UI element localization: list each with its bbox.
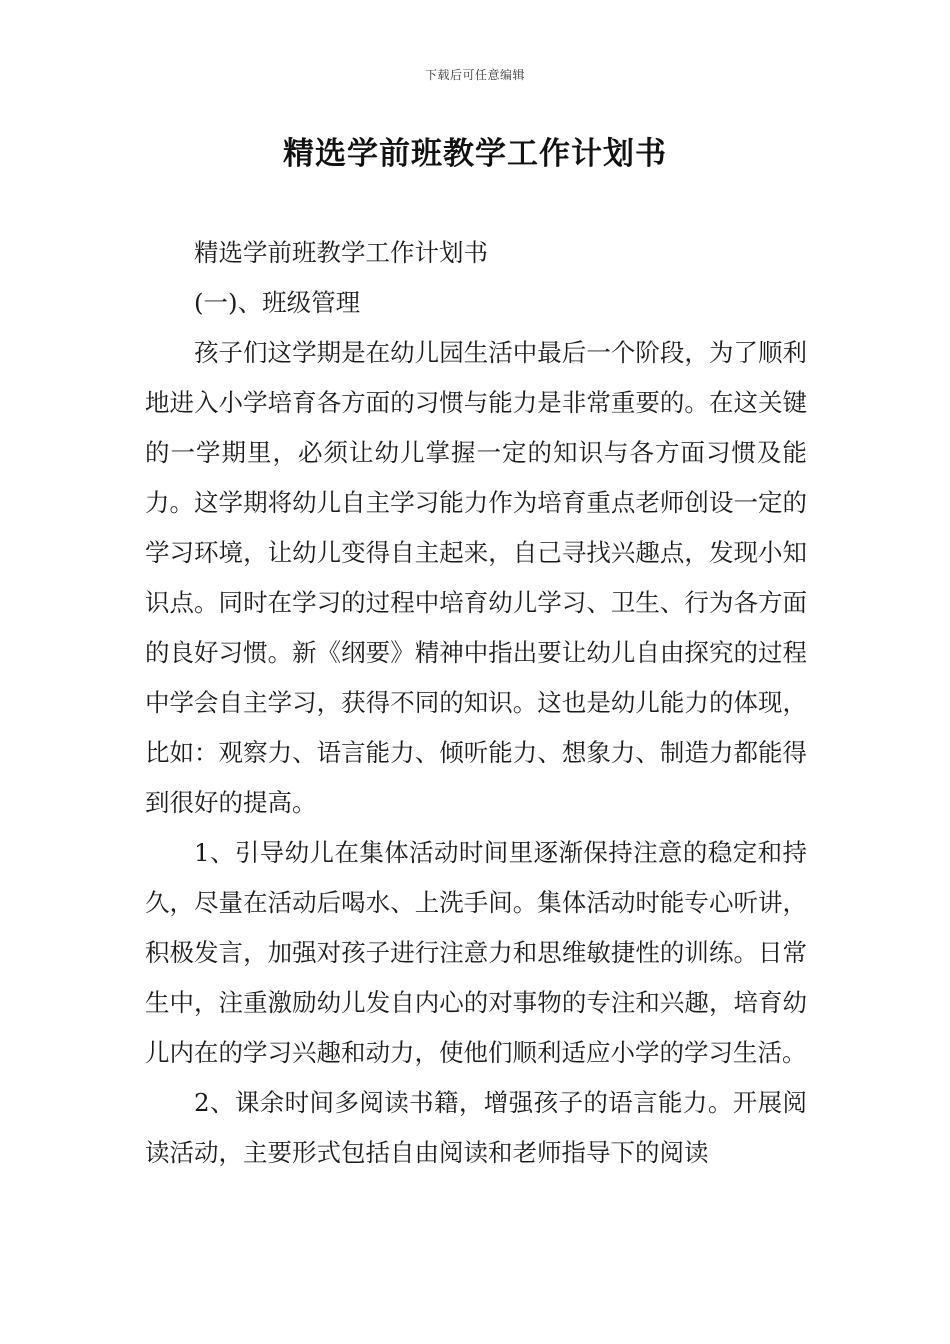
paragraph-item-2: 2、课余时间多阅读书籍，增强孩子的语言能力。开展阅读活动，主要形式包括自由阅读和老师指导下的阅读 — [145, 1088, 807, 1167]
paragraph-subtitle: 精选学前班教学工作计划书 — [194, 238, 488, 267]
paragraph-intro: 孩子们这学期是在幼儿园生活中最后一个阶段，为了顺利地进入小学培育各方面的习惯与能力是非常重要的。在这关键的一学期里，必须让幼儿掌握一定的知识与各方面习惯及能力。这学期将幼儿自主学习能力作为培育重点老师创设一定的学习环境，让幼儿变得自主起来，自己寻找兴趣点，发现小知识点。同时在学习的过程中培育幼儿学习、卫生、行为各方面的良好习惯。新《纲要》精神中指出要让幼儿自由探究的过程中学会自主学习，获得不同的知识。这也是幼儿能力的体现，比如：观察力、语言能力、倾听能力、想象力、制造力都能得到很好的提高。 — [145, 338, 807, 817]
document-title: 精选学前班教学工作计划书 — [283, 136, 667, 172]
paragraph-section-heading: (一)、班级管理 — [194, 288, 361, 317]
header-note: 下载后可任意编辑 — [424, 68, 525, 82]
paragraph-item-1: 1、引导幼儿在集体活动时间里逐渐保持注意的稳定和持久，尽量在活动后喝水、上洗手间。集体活动时能专心听讲，积极发言，加强对孩子进行注意力和思维敏捷性的训练。日常生中，注重激励幼儿发自内心的对事物的专注和兴趣，培育幼儿内在的学习兴趣和动力，使他们顺利适应小学的学习生活。 — [145, 838, 807, 1067]
document-body — [145, 228, 807, 1178]
